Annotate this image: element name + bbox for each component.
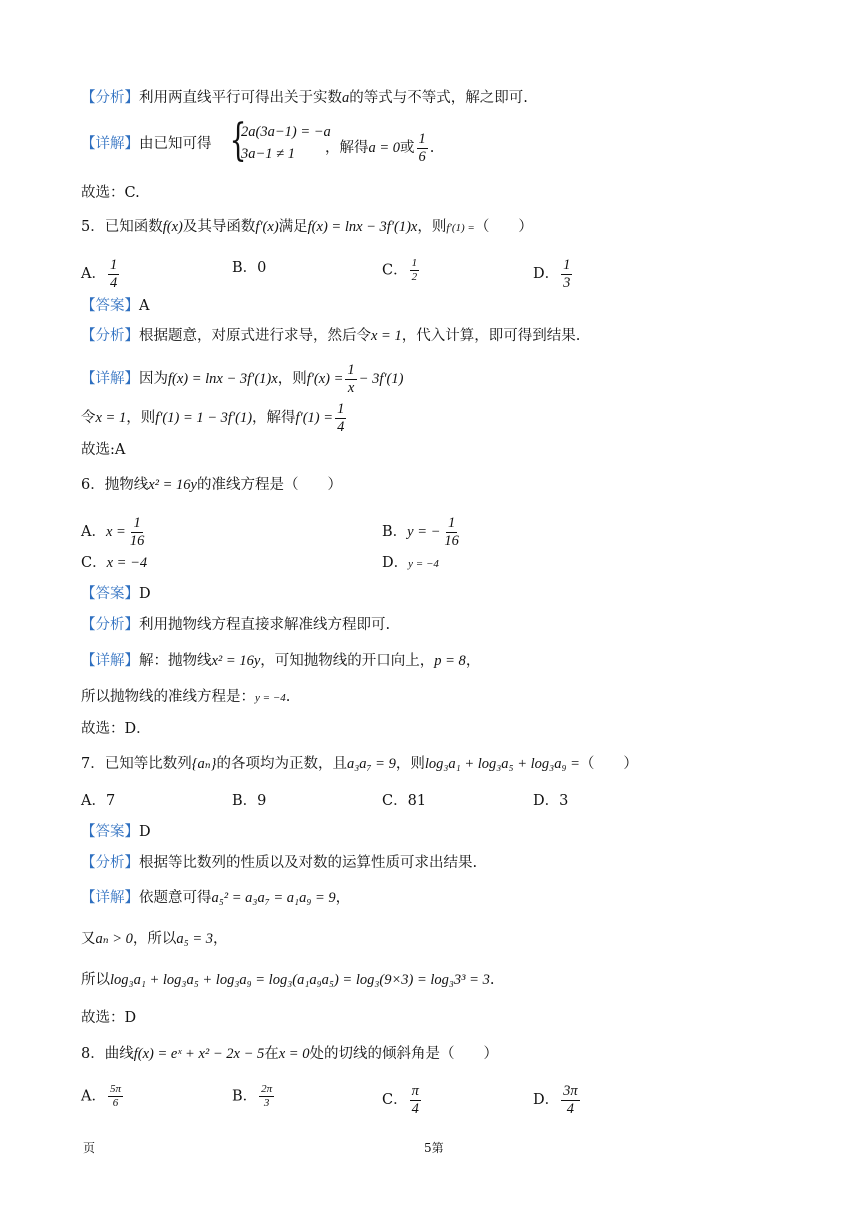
q4-analysis-line (81, 88, 528, 108)
q6-option-a: A．x = $\frac{1}{16}$ (81, 515, 145, 549)
q6-option-d: D．y = −4 (382, 555, 439, 571)
q5-let: 令x = 1，则f′(1) = 1 − 3f′(1)，解得f′(1) = $\frac{1}{4}$ (81, 401, 345, 435)
q6-line2: 所以抛物线的准线方程是：y = −4. (81, 689, 291, 705)
system-line-2: 3a−1 ≠ 1 (241, 146, 295, 162)
fraction: $\frac{1}{6}$ (418, 131, 426, 165)
q5-option-d: D． $\frac{1}{3}$ (533, 257, 571, 291)
q5-option-b: B．0 (232, 260, 267, 276)
analysis-text: 的等式与不等式，解之即可. (349, 90, 528, 106)
q8-option-d: D． $\frac{3\pi}{4}$ (533, 1083, 578, 1117)
math-var: a (342, 90, 350, 106)
q5-stem: 5．已知函数f(x)及其导函数f′(x)满足f(x) = lnx − 3f′(1)x，则f′(1) =（ ） (81, 219, 533, 235)
q5-answer: 【答案】A (81, 298, 150, 314)
q6-stem: 6．抛物线x² = 16y的准线方程是（ ） (81, 477, 342, 493)
q8-option-c: C． $\frac{\pi}{4}$ (382, 1083, 419, 1117)
q7-option-d: D．3 (533, 793, 569, 809)
system-line-1: 2a(3a−1) = −a (241, 124, 331, 140)
q8-option-b: B． $\frac{2\pi}{3}$ (232, 1083, 273, 1109)
q5-analysis: 【分析】根据题意，对原式进行求导，然后令x = 1，代入计算，即可得到结果. (81, 328, 581, 344)
q7-line2: 又aₙ > 0，所以a₅ = 3， (81, 931, 228, 947)
q7-answer: 【答案】D (81, 824, 151, 840)
page-number: 5第 (424, 1141, 444, 1155)
q8-stem: 8．曲线f(x) = eˣ + x² − 2x − 5在x = 0处的切线的倾斜角是（ ） (81, 1046, 498, 1062)
q5-option-c: C． $\frac{1}{2}$ (382, 257, 418, 283)
q5-detail: 【详解】因为f(x) = lnx − 3f′(1)x，则f′(x) = $\frac{1}{x}$ − 3f′(1) (81, 362, 404, 396)
q7-option-c: C．81 (382, 793, 427, 809)
q7-detail: 【详解】依题意可得a₅² = a₃a₇ = a₁a₉ = 9， (81, 890, 351, 906)
detail-tag: 【详解】 (81, 136, 139, 152)
q6-detail: 【详解】解：抛物线x² = 16y，可知抛物线的开口向上，p = 8， (81, 653, 481, 669)
detail-text: 由已知可得 (139, 136, 212, 152)
q5-choose: 故选:A (81, 442, 126, 458)
q7-analysis: 【分析】根据等比数列的性质以及对数的运算性质可求出结果. (81, 855, 478, 871)
footer-left: 页 (83, 1141, 96, 1155)
q7-option-b: B．9 (232, 793, 267, 809)
q6-choose: 故选：D． (81, 721, 151, 737)
analysis-tag: 【分析】 (81, 90, 139, 106)
q4-detail-line (81, 134, 212, 154)
q5-option-a: A． $\frac{1}{4}$ (81, 257, 118, 291)
q8-option-a: A． $\frac{5\pi}{6}$ (81, 1083, 121, 1109)
equation-system-brace: { (229, 115, 247, 166)
q7-stem: 7．已知等比数列{aₙ}的各项均为正数，且a₃a₇ = 9，则log₃a₁ + log₃a₅ + log₃a₉ =（ ） (81, 756, 638, 772)
q6-option-c: C．x = −4 (81, 555, 148, 571)
q4-detail-result: ，解得a = 0或 $\frac{1}{6}$ . (325, 131, 435, 165)
q7-line3: 所以log₃a₁ + log₃a₅ + log₃a₉ = log₃(a₁a₉a₅) = log₃(9×3) = log₃3³ = 3. (81, 972, 495, 988)
q6-analysis: 【分析】利用抛物线方程直接求解准线方程即可. (81, 617, 391, 633)
q4-choose: 故选：C. (81, 185, 140, 201)
analysis-text: 利用两直线平行可得出关于实数 (139, 90, 342, 106)
q6-answer: 【答案】D (81, 586, 151, 602)
q7-choose: 故选：D (81, 1010, 137, 1026)
q7-option-a: A．7 (81, 793, 116, 809)
q6-option-b: B．y = − $\frac{1}{16}$ (382, 515, 459, 549)
